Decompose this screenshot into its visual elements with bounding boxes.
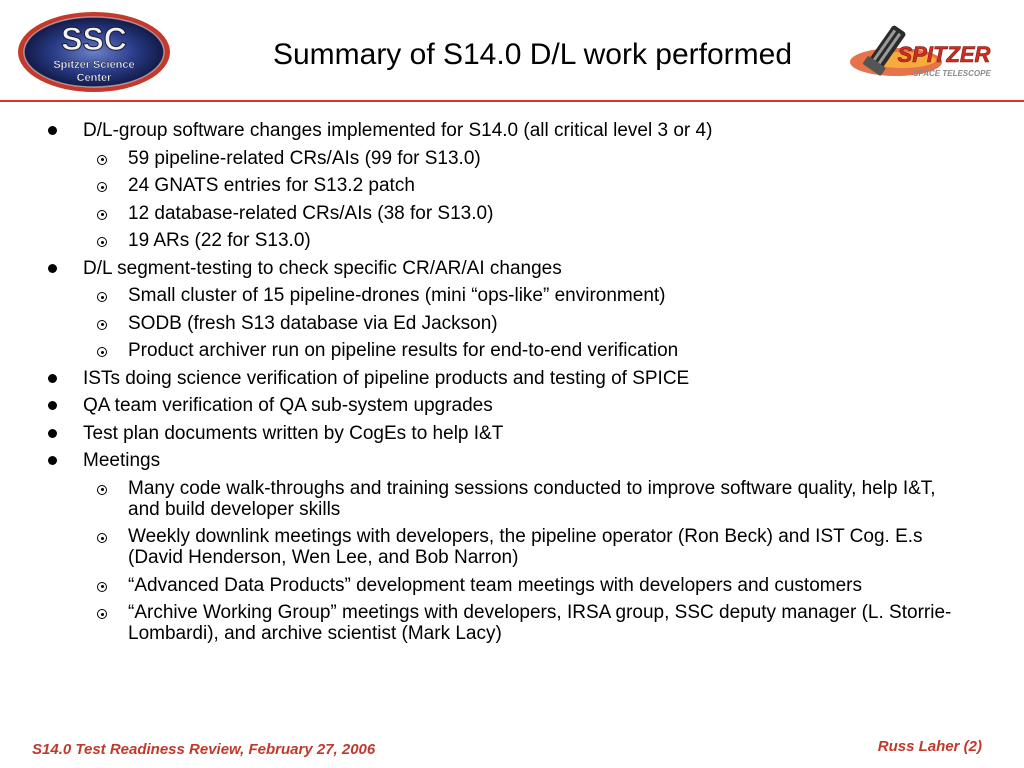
spitzer-logo-text: SPITZER bbox=[897, 42, 991, 67]
bullet-text: D/L segment-testing to check specific CR/AR/AI changes bbox=[83, 257, 562, 279]
sub-bullet-text: 19 ARs (22 for S13.0) bbox=[128, 230, 311, 251]
sub-bullet-item bbox=[0, 575, 1024, 596]
sub-bullet-item bbox=[0, 203, 1024, 224]
ssc-logo-graphic bbox=[14, 8, 174, 94]
ssc-logo bbox=[14, 8, 174, 94]
circle-bullet-icon bbox=[97, 609, 107, 619]
bullet-text: Test plan documents written by CogEs to help I&T bbox=[83, 422, 504, 444]
sub-bullet-item bbox=[0, 175, 1024, 196]
sub-bullet-item bbox=[0, 478, 1024, 520]
sub-bullet-text: 12 database-related CRs/AIs (38 for S13.0) bbox=[128, 202, 494, 224]
circle-bullet-icon bbox=[97, 155, 107, 165]
bullet-text: Meetings bbox=[83, 450, 161, 471]
circle-bullet-icon bbox=[97, 485, 107, 495]
circle-bullet-icon bbox=[97, 237, 107, 247]
circle-bullet-icon bbox=[97, 182, 107, 192]
sub-bullet-text: Small cluster of 15 pipeline-drones (mini “ops-like” environment) bbox=[128, 285, 666, 306]
bullet-dot-icon bbox=[48, 456, 57, 465]
bullet-dot-icon bbox=[48, 126, 57, 135]
circle-bullet-icon bbox=[97, 582, 107, 592]
bullet-item bbox=[0, 368, 1024, 389]
sub-bullet-text: SODB (fresh S13 database via Ed Jackson) bbox=[128, 312, 498, 334]
bullet-item bbox=[0, 258, 1024, 279]
bullet-list bbox=[0, 120, 1024, 651]
circle-bullet-icon bbox=[97, 292, 107, 302]
spitzer-logo-subtitle: SPACE TELESCOPE bbox=[913, 69, 991, 78]
bullet-dot-icon bbox=[48, 429, 57, 438]
bullet-text: D/L-group software changes implemented for S14.0 (all critical level 3 or 4) bbox=[83, 120, 713, 141]
bullet-dot-icon bbox=[48, 374, 57, 383]
sub-bullet-item bbox=[0, 340, 1024, 361]
sub-bullet-item bbox=[0, 230, 1024, 251]
ssc-logo-text: SSC bbox=[61, 21, 127, 57]
footer-event: S14.0 Test Readiness Review, February 27, 2006 bbox=[32, 741, 376, 758]
sub-bullet-text: Weekly downlink meetings with developers, the pipeline operator (Ron Beck) and IST Cog. E.s (David Henderson, Wen Lee, and Bob Narron) bbox=[128, 526, 923, 568]
sub-bullet-text: 24 GNATS entries for S13.2 patch bbox=[128, 175, 415, 196]
footer-author-page: Russ Laher (2) bbox=[877, 738, 982, 755]
bullet-item bbox=[0, 450, 1024, 471]
circle-bullet-icon bbox=[97, 347, 107, 357]
ssc-logo-center: Center bbox=[76, 72, 112, 84]
sub-bullet-text: Product archiver run on pipeline results for end-to-end verification bbox=[128, 340, 679, 361]
bullet-text: ISTs doing science verification of pipeline products and testing of SPICE bbox=[83, 367, 690, 389]
sub-bullet-item bbox=[0, 313, 1024, 334]
ssc-logo-subtitle: Spitzer Science bbox=[53, 59, 135, 71]
sub-bullet-item bbox=[0, 602, 1024, 644]
bullet-dot-icon bbox=[48, 264, 57, 273]
bullet-text: QA team verification of QA sub-system upgrades bbox=[83, 395, 493, 416]
bullet-item bbox=[0, 423, 1024, 444]
sub-bullet-text: Many code walk-throughs and training sessions conducted to improve software quality, help I&T, and build developer skills bbox=[128, 477, 936, 520]
header-divider bbox=[0, 100, 1024, 102]
bullet-item bbox=[0, 120, 1024, 141]
bullet-item bbox=[0, 395, 1024, 416]
sub-bullet-text: “Archive Working Group” meetings with developers, IRSA group, SSC deputy manager (L. Storrie-Lombardi), and archive scientist (Mark Lacy) bbox=[128, 602, 952, 644]
bullet-dot-icon bbox=[48, 401, 57, 410]
sub-bullet-item bbox=[0, 526, 1024, 568]
circle-bullet-icon bbox=[97, 210, 107, 220]
slide-title: Summary of S14.0 D/L work performed bbox=[272, 38, 793, 71]
spitzer-logo bbox=[846, 18, 1010, 90]
sub-bullet-item bbox=[0, 285, 1024, 306]
circle-bullet-icon bbox=[97, 320, 107, 330]
circle-bullet-icon bbox=[97, 533, 107, 543]
sub-bullet-item bbox=[0, 148, 1024, 169]
sub-bullet-text: 59 pipeline-related CRs/AIs (99 for S13.0) bbox=[128, 147, 481, 169]
sub-bullet-text: “Advanced Data Products” development team meetings with developers and customers bbox=[128, 574, 862, 596]
spitzer-telescope-icon bbox=[846, 18, 1010, 90]
